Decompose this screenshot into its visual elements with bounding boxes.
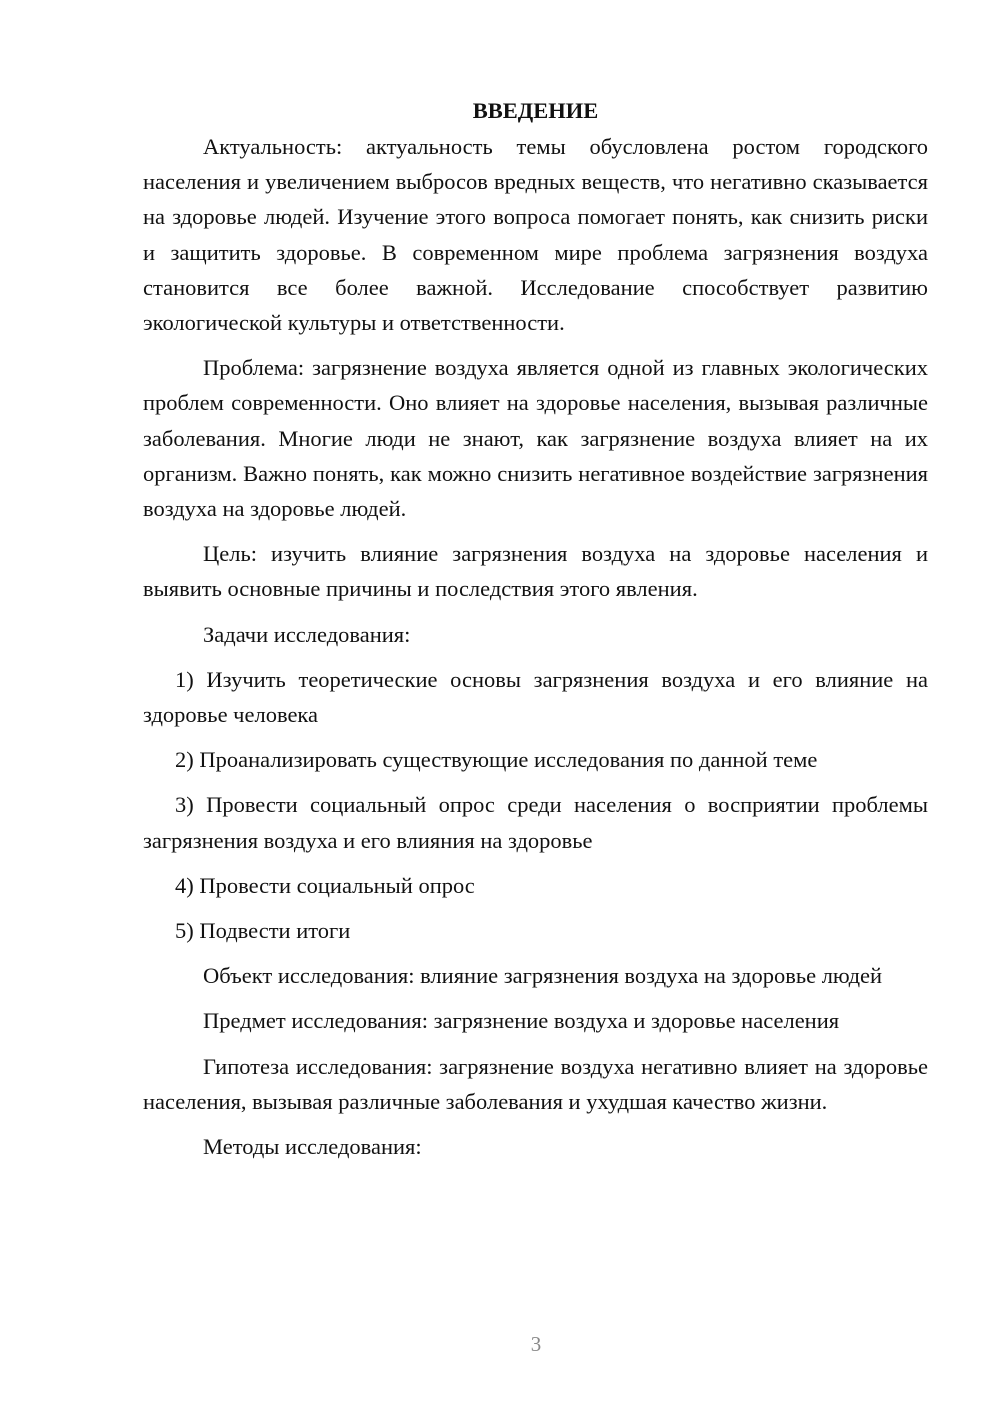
page-title: ВВЕДЕНИЕ xyxy=(472,98,599,123)
task-item-2: 2) Проанализировать существующие исследования по данной теме xyxy=(175,747,818,773)
task-item-5: 5) Подвести итоги xyxy=(175,918,351,944)
paragraph-problem: Проблема: загрязнение воздуха является одной из главных экологических проблем современности. Оно влияет на здоровье населения, вызывая различные заболевания. Многие люди не знают, как загрязнение воздуха влияет на их организм. Важно понять, как можно снизить негативное воздействие загрязнения воздуха на здоровье людей. xyxy=(143,355,928,522)
paragraph-methods: Методы исследования: xyxy=(203,1134,422,1160)
page-number: 3 xyxy=(530,1332,542,1356)
task-item-4: 4) Провести социальный опрос xyxy=(175,872,475,898)
paragraph-relevance: Актуальность: актуальность темы обусловлена ростом городского населения и увеличением выбросов вредных веществ, что негативно сказывается на здоровье людей. Изучение этого вопроса помогает понять, как снизить риски и защитить здоровье. В современном мире проблема загрязнения воздуха становится все более важной. Исследование способствует развитию экологической культуры и ответственности. xyxy=(143,134,928,336)
paragraph-tasks-heading: Задачи исследования: xyxy=(203,621,411,647)
paragraph-goal: Цель: изучить влияние загрязнения воздуха на здоровье населения и выявить основные причины и последствия этого явления. xyxy=(143,541,928,602)
paragraph-subject: Предмет исследования: загрязнение воздуха и здоровье населения xyxy=(203,1008,840,1034)
task-item-3: 3) Провести социальный опрос среди населения о восприятии проблемы загрязнения воздуха и его влияния на здоровье xyxy=(143,792,928,853)
paragraph-hypothesis: Гипотеза исследования: загрязнение воздуха негативно влияет на здоровье населения, вызывая различные заболевания и ухудшая качество жизни. xyxy=(143,1053,928,1114)
task-item-1: 1) Изучить теоретические основы загрязнения воздуха и его влияние на здоровье человека xyxy=(143,666,928,728)
paragraph-object: Объект исследования: влияние загрязнения воздуха на здоровье людей xyxy=(203,963,883,989)
document-page xyxy=(143,93,928,1174)
